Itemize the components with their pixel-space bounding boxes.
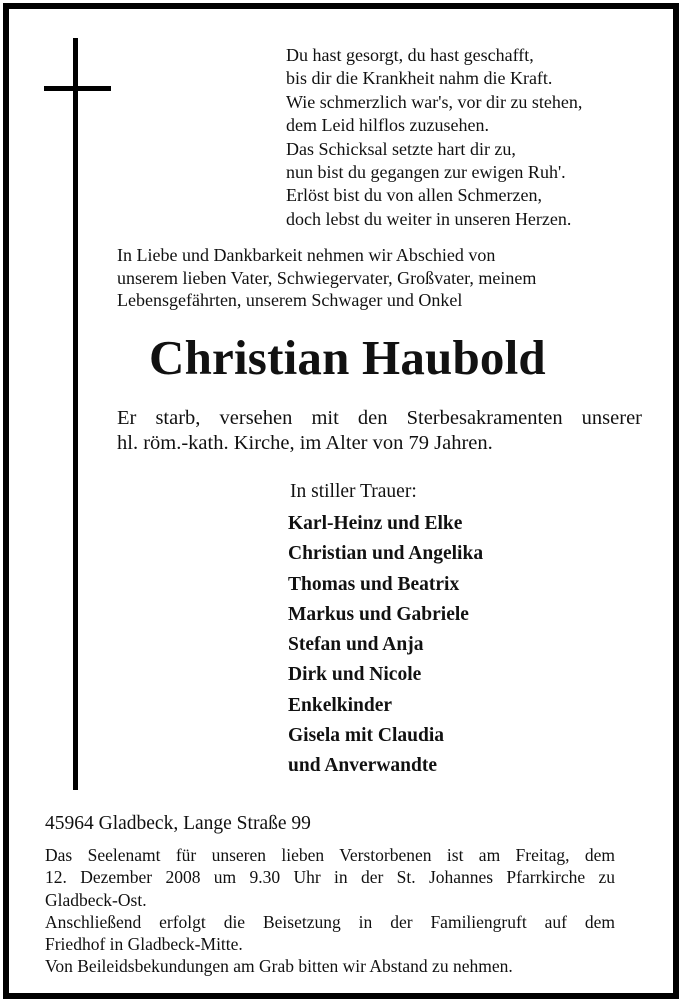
- poem-line: bis dir die Krankheit nahm die Kraft.: [286, 68, 553, 89]
- death-statement: [117, 406, 642, 456]
- death-statement-line: Er starb, versehen mit den Sterbesakramenten unserer: [117, 407, 642, 429]
- notice-line: Das Seelenamt für unseren lieben Verstorbenen ist am Freitag, dem: [45, 845, 615, 865]
- intro-line: Lebensgefährten, unserem Schwager und Onkel: [117, 290, 463, 311]
- poem-line: Du hast gesorgt, du hast geschafft,: [286, 45, 534, 65]
- cross-horizontal-bar: [44, 86, 111, 91]
- poem-line: dem Leid hilflos zuzusehen.: [286, 115, 489, 136]
- poem-line: doch lebst du weiter in unseren Herzen.: [286, 208, 572, 229]
- mourner-name: Christian und Angelika: [288, 543, 484, 565]
- poem-line: Wie schmerzlich war's, vor dir zu stehen,: [286, 91, 583, 112]
- intro-line: unserem lieben Vater, Schwiegervater, Großvater, meinem: [117, 267, 537, 288]
- notice-line: Gladbeck-Ost.: [45, 889, 147, 910]
- mourner-name: Enkelkinder: [288, 694, 393, 716]
- mourner-name: und Anverwandte: [288, 755, 437, 777]
- notice-line: Friedhof in Gladbeck-Mitte.: [45, 934, 243, 955]
- farewell-intro: [117, 244, 536, 312]
- mourner-name: Gisela mit Claudia: [288, 725, 445, 747]
- deceased-name: Christian Haubold: [149, 330, 546, 385]
- poem: [286, 44, 582, 231]
- family-address: 45964 Gladbeck, Lange Straße 99: [45, 813, 311, 834]
- mourner-name: Dirk und Nicole: [288, 664, 422, 686]
- mourner-name: Stefan und Anja: [288, 634, 424, 656]
- notice-line: Von Beileidsbekundungen am Grab bitten wir Abstand zu nehmen.: [45, 956, 513, 977]
- notice-line: 12. Dezember 2008 um 9.30 Uhr in der St. Johannes Pfarrkirche zu: [45, 867, 615, 888]
- poem-line: Das Schicksal setzte hart dir zu,: [286, 138, 516, 159]
- intro-line: In Liebe und Dankbarkeit nehmen wir Abschied von: [117, 245, 496, 265]
- notice-line: Anschließend erfolgt die Beisetzung in der Familiengruft auf dem: [45, 911, 615, 932]
- mourning-heading: In stiller Trauer:: [290, 481, 417, 502]
- funeral-notice: [45, 844, 615, 978]
- mourner-name: Thomas und Beatrix: [288, 573, 460, 595]
- death-statement-line: hl. röm.-kath. Kirche, im Alter von 79 Jahren.: [117, 432, 493, 454]
- cross-vertical-bar: [73, 38, 78, 790]
- poem-line: nun bist du gegangen zur ewigen Ruh'.: [286, 162, 566, 183]
- poem-line: Erlöst bist du von allen Schmerzen,: [286, 185, 542, 206]
- mourners-list: [288, 509, 483, 782]
- mourner-name: Karl-Heinz und Elke: [288, 513, 463, 534]
- mourner-name: Markus und Gabriele: [288, 603, 469, 625]
